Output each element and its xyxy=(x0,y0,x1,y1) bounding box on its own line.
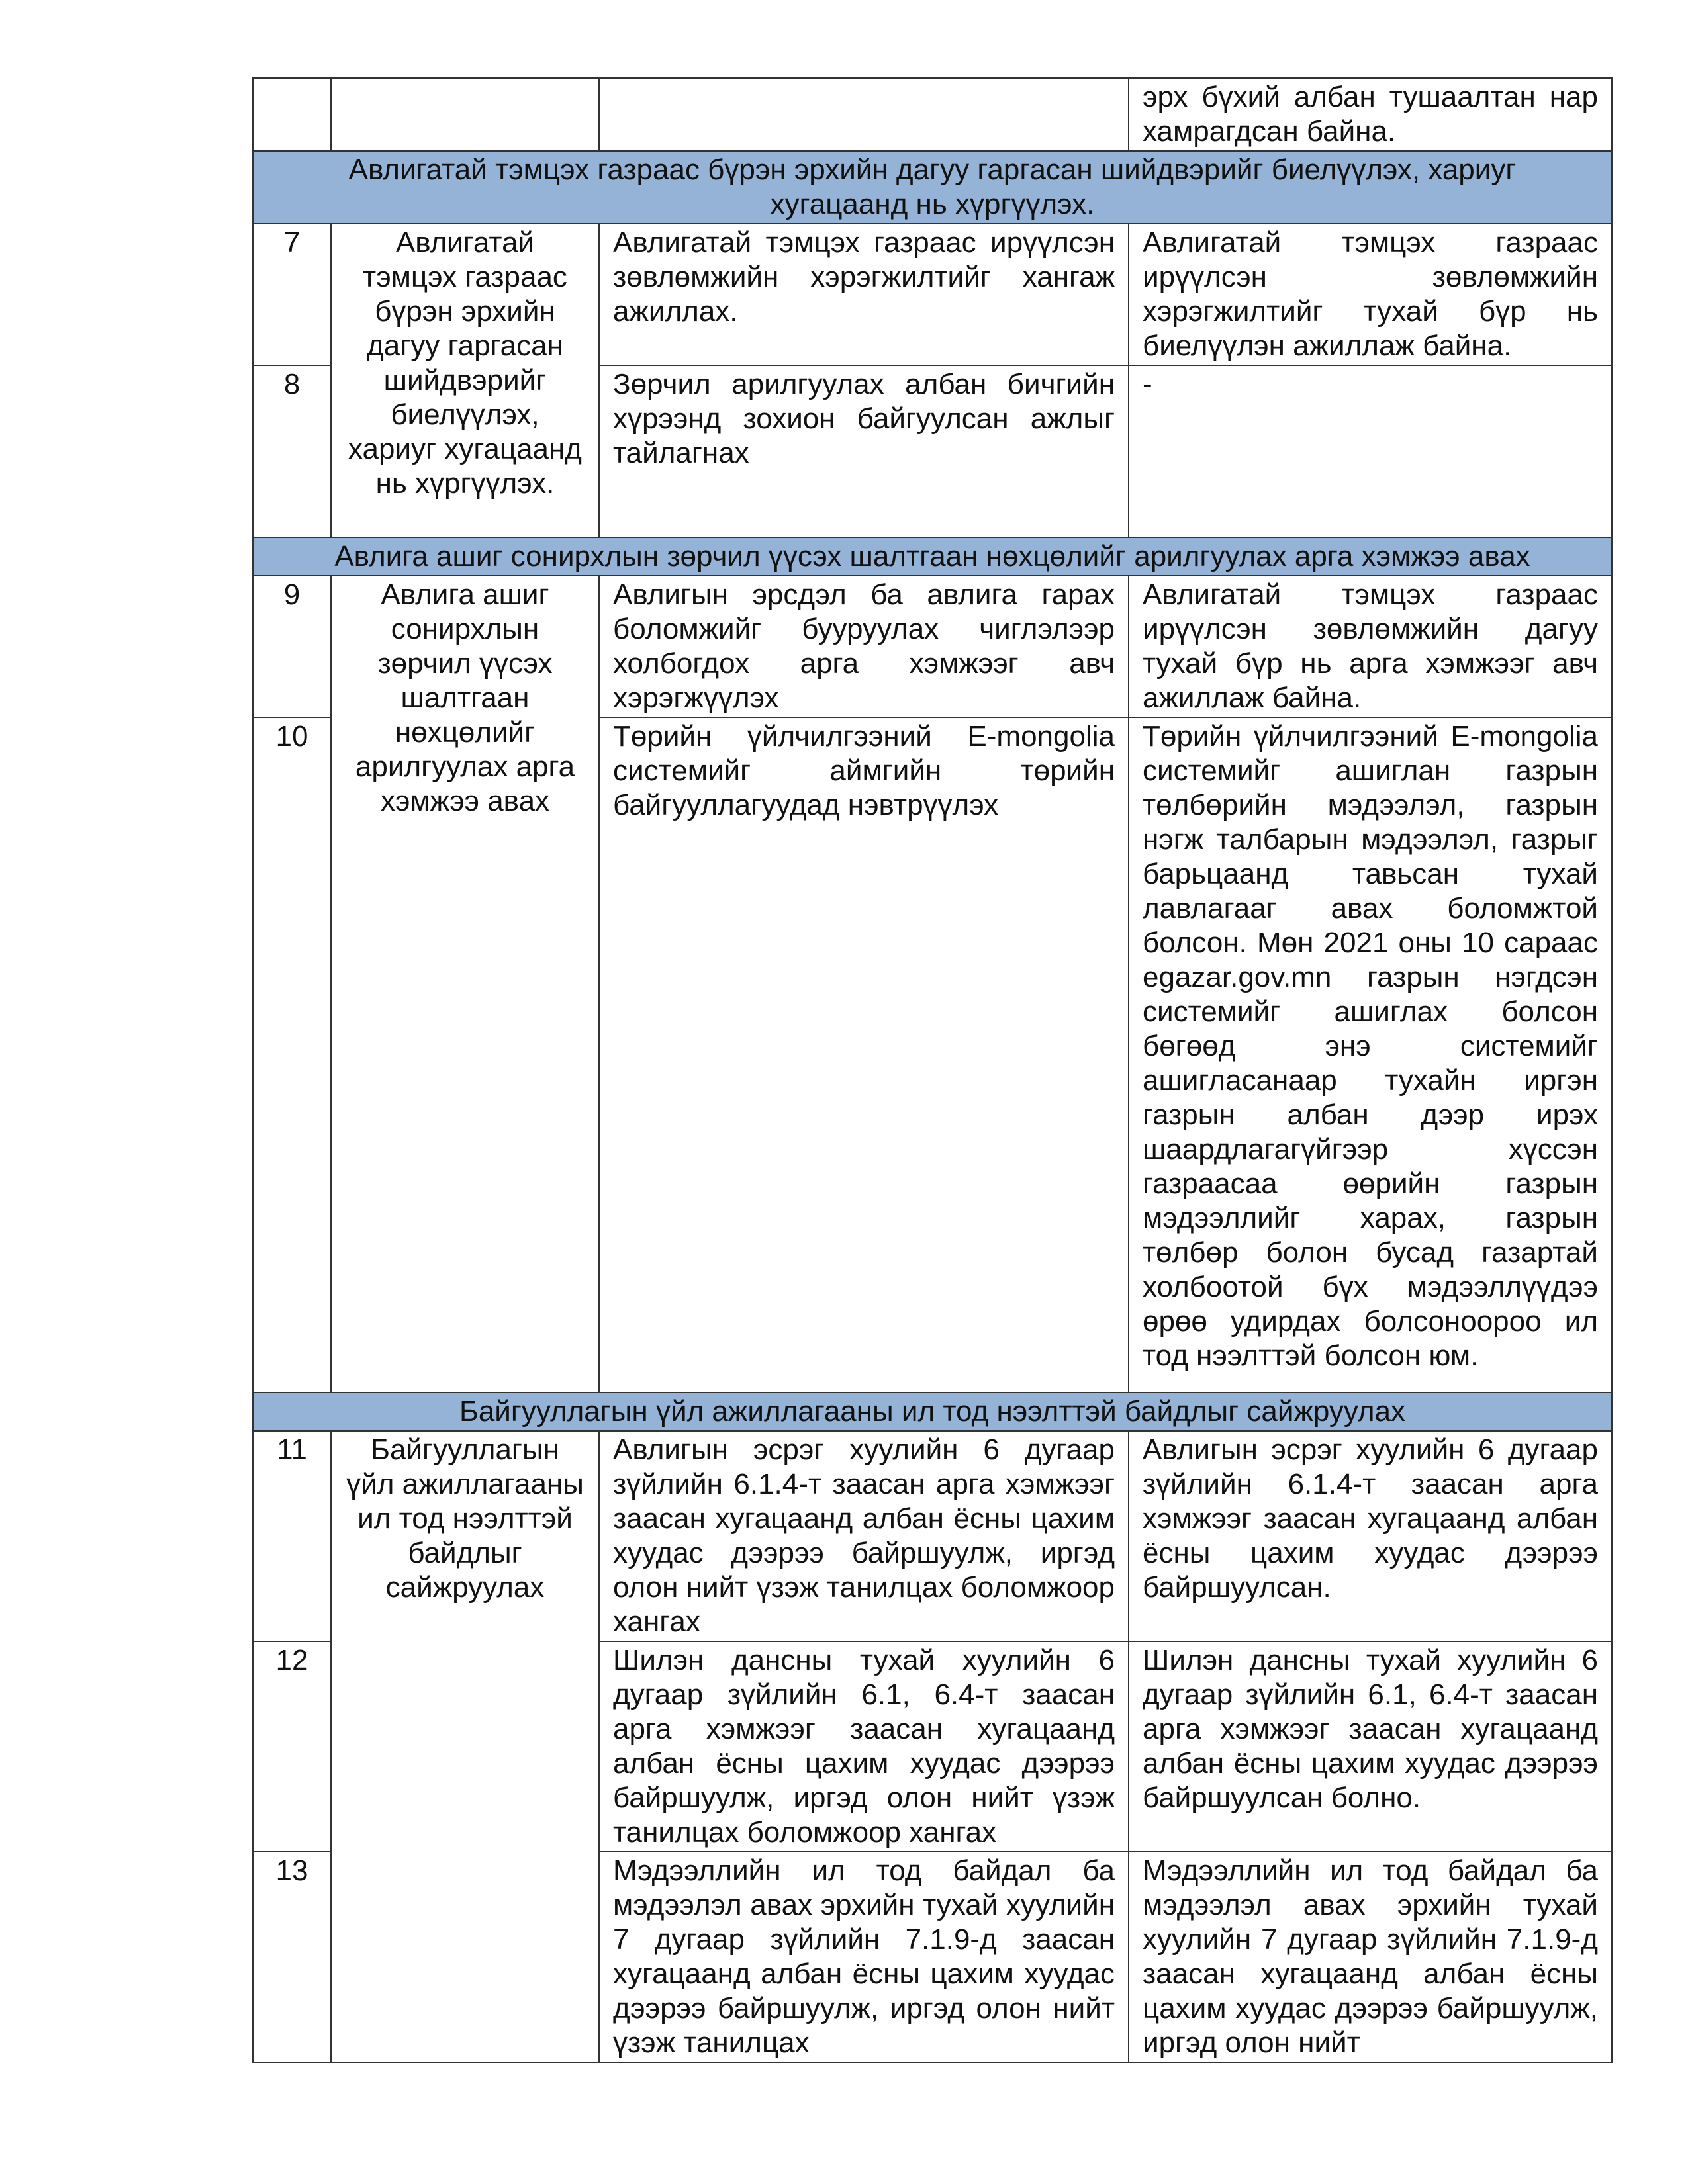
section-title: Авлигатай тэмцэх газраас бүрэн эрхийн дагуу гаргасан шийдвэрийг биелүүлэх, хариуг хугацаанд нь хүргүүлэх. xyxy=(253,151,1612,224)
section-header-row xyxy=(253,537,1612,576)
goal-cell: Байгууллагын үйл ажиллагааны ил тод нээлттэй байдлыг сайжруулах xyxy=(331,1431,599,2062)
result-cell: Төрийн үйлчилгээний E-mongolia системийг ашиглан газрын төлбөрийн мэдээлэл, газрын нэгж талбарын мэдээлэл, газрыг барьцаанд тавьсан тухай лавлагааг авах боломжтой болсон. Мөн 2021 оны 10 сараас egazar.gov.mn газрын нэгдсэн системийг ашиглах болсон бөгөөд энэ системийг ашигласанаар тухайн иргэн газрын албан дээр ирэх шаардлагагүйгээр хүссэн газраасаа өөрийн газрын мэдээллийг харах, газрын төлбөр болон бусад газартай холбоотой бүх мэдээллүүдээ өрөө удирдах болсоноороо ил тод нээлттэй болсон юм. xyxy=(1129,717,1612,1392)
row-number: 9 xyxy=(253,576,331,717)
row-number: 7 xyxy=(253,224,331,365)
task-cell: Авлигын эрсдэл ба авлига гарах боломжийг бууруулах чиглэлээр холбогдох арга хэмжээг авч хэрэгжүүлэх xyxy=(599,576,1129,717)
task-cell: Зөрчил арилгуулах албан бичгийн хүрээнд зохион байгуулсан ажлыг тайлагнах xyxy=(599,365,1129,537)
row-number: 12 xyxy=(253,1641,331,1852)
row-number: 11 xyxy=(253,1431,331,1641)
result-cell: Авлигатай тэмцэх газраас ирүүлсэн зөвлөмжийн хэрэгжилтийг тухай бүр нь биелүүлэн ажиллаж байна. xyxy=(1129,224,1612,365)
row-number xyxy=(253,78,331,151)
measures-table xyxy=(252,77,1613,2063)
task-cell: Мэдээллийн ил тод байдал ба мэдээлэл авах эрхийн тухай хуулийн 7 дугаар зүйлийн 7.1.9-д заасан хугацаанд албан ёсны цахим хуудас дээрээ байршуулж, иргэд олон нийт үзэж танилцах xyxy=(599,1852,1129,2062)
row-number: 8 xyxy=(253,365,331,537)
task-cell: Шилэн дансны тухай хуулийн 6 дугаар зүйлийн 6.1, 6.4-т заасан арга хэмжээг заасан хугацаанд албан ёсны цахим хуудас дээрээ байршуулж, иргэд олон нийт үзэж танилцах боломжоор хангах xyxy=(599,1641,1129,1852)
section-title: Байгууллагын үйл ажиллагааны ил тод нээлттэй байдлыг сайжруулах xyxy=(253,1392,1612,1431)
result-cell: Мэдээллийн ил тод байдал ба мэдээлэл авах эрхийн тухай хуулийн 7 дугаар зүйлийн 7.1.9-д заасан хугацаанд албан ёсны цахим хуудас дээрээ байршуулж, иргэд олон нийт xyxy=(1129,1852,1612,2062)
goal-cell: Авлига ашиг сонирхлын зөрчил үүсэх шалтгаан нөхцөлийг арилгуулах арга хэмжээ авах xyxy=(331,576,599,1392)
table-row xyxy=(253,1431,1612,1641)
task-cell: Төрийн үйлчилгээний E-mongolia системийг аймгийн төрийн байгууллагуудад нэвтрүүлэх xyxy=(599,717,1129,1392)
task-cell xyxy=(599,78,1129,151)
section-header-row xyxy=(253,1392,1612,1431)
table-row xyxy=(253,224,1612,365)
result-cell: Авлигатай тэмцэх газраас ирүүлсэн зөвлөмжийн дагуу тухай бүр нь арга хэмжээг авч ажиллаж байна. xyxy=(1129,576,1612,717)
result-cell: Шилэн дансны тухай хуулийн 6 дугаар зүйлийн 6.1, 6.4-т заасан арга хэмжээг заасан хугацаанд албан ёсны цахим хуудас дээрээ байршуулсан болно. xyxy=(1129,1641,1612,1852)
goal-cell xyxy=(331,78,599,151)
section-title: Авлига ашиг сонирхлын зөрчил үүсэх шалтгаан нөхцөлийг арилгуулах арга хэмжээ авах xyxy=(253,537,1612,576)
result-cell: - xyxy=(1129,365,1612,537)
result-cell: эрх бүхий албан тушаалтан нар хамрагдсан байна. xyxy=(1129,78,1612,151)
row-number: 13 xyxy=(253,1852,331,2062)
result-cell: Авлигын эсрэг хуулийн 6 дугаар зүйлийн 6.1.4-т заасан арга хэмжээг заасан хугацаанд албан ёсны цахим хуудас дээрээ байршуулсан. xyxy=(1129,1431,1612,1641)
table-row xyxy=(253,576,1612,717)
task-cell: Авлигын эсрэг хуулийн 6 дугаар зүйлийн 6.1.4-т заасан арга хэмжээг заасан хугацаанд албан ёсны цахим хуудас дээрээ байршуулж, иргэд олон нийт үзэж танилцах боломжоор хангах xyxy=(599,1431,1129,1641)
goal-cell: Авлигатай тэмцэх газраас бүрэн эрхийн дагуу гаргасан шийдвэрийг биелүүлэх, хариуг хугацаанд нь хүргүүлэх. xyxy=(331,224,599,537)
table-row xyxy=(253,78,1612,151)
row-number: 10 xyxy=(253,717,331,1392)
task-cell: Авлигатай тэмцэх газраас ирүүлсэн зөвлөмжийн хэрэгжилтийг хангаж ажиллах. xyxy=(599,224,1129,365)
section-header-row xyxy=(253,151,1612,224)
